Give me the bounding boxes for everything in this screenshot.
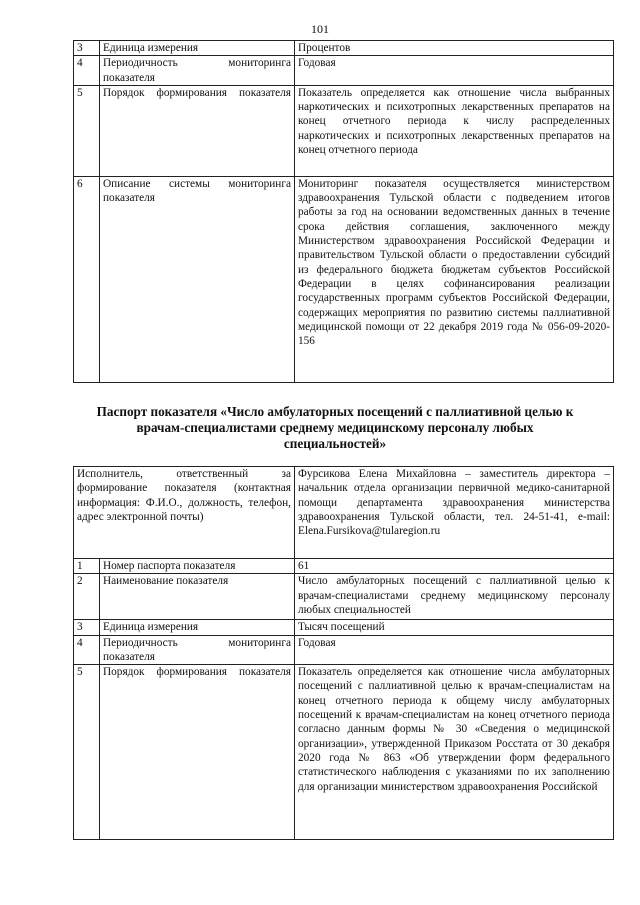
page-number: 101 <box>311 22 329 36</box>
row-number: 1 <box>74 559 100 574</box>
table-row <box>74 635 614 665</box>
row-number: 5 <box>74 85 100 176</box>
row-value: Число амбулаторных посещений с паллиативной целью к врачам-специалистами среднему медицинскому персоналу любых специальностей <box>295 574 614 620</box>
row-number: 5 <box>74 665 100 840</box>
row-value: 61 <box>295 559 614 574</box>
table-row <box>74 176 614 382</box>
row-label: Периодичность мониторинга показателя <box>100 635 295 665</box>
executor-label: Исполнитель, ответственный за формирование показателя (контактная информация: Ф.И.О., должность, телефон, адрес электронной почты) <box>74 467 295 559</box>
table-row <box>74 665 614 840</box>
row-value: Годовая <box>295 635 614 665</box>
table-row <box>74 56 614 86</box>
row-label: Порядок формирования показателя <box>100 85 295 176</box>
row-label: Номер паспорта показателя <box>100 559 295 574</box>
row-number: 4 <box>74 635 100 665</box>
table-row <box>74 559 614 574</box>
row-number: 3 <box>74 41 100 56</box>
indicator-passport-table <box>73 466 614 840</box>
row-number: 4 <box>74 56 100 86</box>
row-label: Единица измерения <box>100 620 295 635</box>
row-value: Процентов <box>295 41 614 56</box>
table-row <box>74 85 614 176</box>
row-number: 2 <box>74 574 100 620</box>
row-value: Показатель определяется как отношение числа амбулаторных посещений с паллиативной целью к врачам-специалистам на конец отчетного периода к общему числу амбулаторных посещений к врачам-специалистам на конец отчетного периода согласно данным формы № 30 «Сведения о медицинской организации», утвержденной Приказом Росстата от 30 декабря 2020 года № 863 «Об утверждении форм федерального статистического наблюдения с указаниями по их заполнению для организации министерством здравоохранения Российской <box>295 665 614 840</box>
row-label: Порядок формирования показателя <box>100 665 295 840</box>
row-label: Описание системы мониторинга показателя <box>100 176 295 382</box>
executor-row <box>74 467 614 559</box>
row-number: 3 <box>74 620 100 635</box>
row-number: 6 <box>74 176 100 382</box>
row-label: Периодичность мониторинга показателя <box>100 56 295 86</box>
indicator-table-previous <box>73 40 614 383</box>
row-value: Годовая <box>295 56 614 86</box>
executor-value: Фурсикова Елена Михайловна – заместитель директора – начальник отдела организации первичной медико-санитарной помощи департамента здравоохранения министерства здравоохранения Тульской области, тел. 24-51-41, e-mail: Elena.Fursikova@tularegion.ru <box>295 467 614 559</box>
row-value: Мониторинг показателя осуществляется министерством здравоохранения Тульской области с подведением итогов работы за год на основании ведомственных данных в течение срока действия соглашения, заключенного между Министерством здравоохранения Российской Федерации и правительством Тульской области о предоставлении субсидий из федерального бюджета бюджетам субъектов Российской Федерации в целях софинансирования реализации государственных программ субъектов Российской Федерации, содержащих мероприятия по развитию системы паллиативной медицинской помощи от 22 декабря 2019 года № 056-09-2020-156 <box>295 176 614 382</box>
table-row <box>74 41 614 56</box>
table-row <box>74 574 614 620</box>
row-label: Единица измерения <box>100 41 295 56</box>
row-value: Показатель определяется как отношение числа выбранных наркотических и психотропных лекарственных препаратов на конец отчетного периода к числу распределенных наркотических и психотропных лекарственных препаратов на конец отчетного периода <box>295 85 614 176</box>
row-label: Наименование показателя <box>100 574 295 620</box>
indicator-passport-heading: Паспорт показателя «Число амбулаторных посещений с паллиативной целью к врачам-специалистами среднему медицинскому персоналу любых специальностей» <box>96 404 574 451</box>
row-value: Тысяч посещений <box>295 620 614 635</box>
table-row <box>74 620 614 635</box>
